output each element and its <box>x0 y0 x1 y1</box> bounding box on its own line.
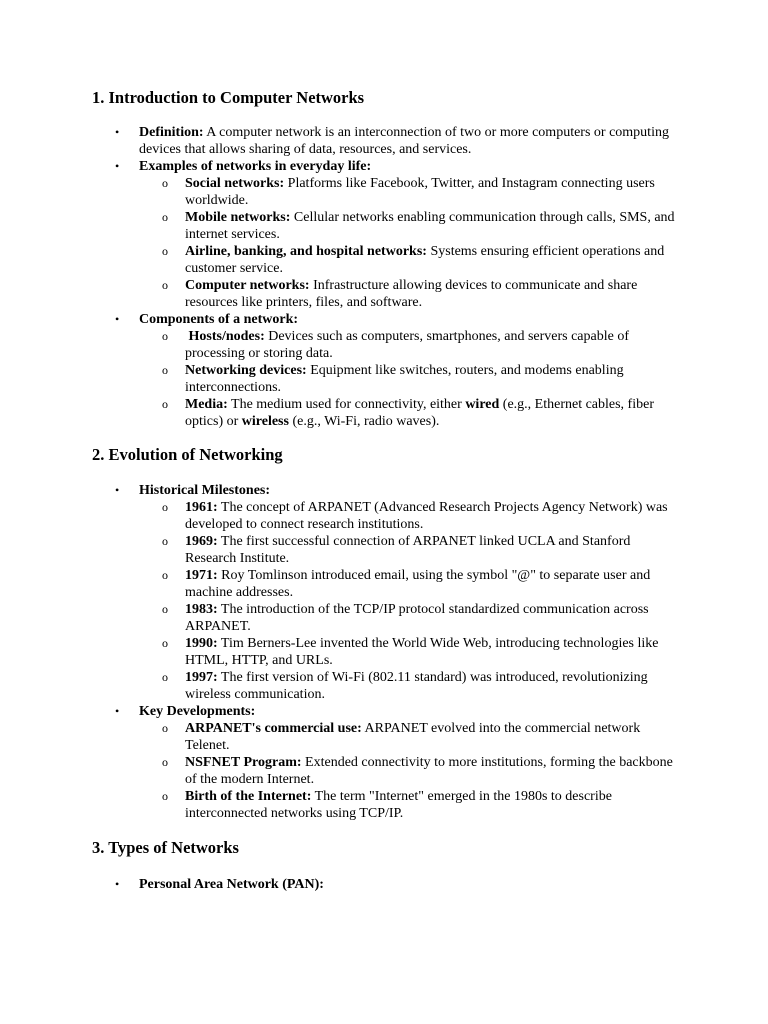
circle-bullet-icon: o <box>162 670 168 684</box>
circle-bullet-icon: o <box>162 397 168 411</box>
item-label: Media: <box>185 397 228 412</box>
bullet-icon: • <box>115 125 120 139</box>
item-text: Cellular networks enabling communication through calls, SMS, and internet services. <box>185 210 675 242</box>
sub-list <box>139 328 679 430</box>
circle-bullet-icon: o <box>162 534 168 548</box>
item-label: Key Developments: <box>139 704 256 719</box>
item-label: Hosts/nodes: <box>185 329 265 344</box>
item-label: Social networks: <box>185 176 285 191</box>
sub-list-item <box>162 601 679 635</box>
item-text: The first successful connection of ARPANET linked UCLA and Stanford Research Institute. <box>185 534 631 566</box>
sub-list-item <box>162 243 679 277</box>
list-item <box>115 124 679 158</box>
item-label: 1961: <box>185 500 218 515</box>
list-item <box>115 158 679 311</box>
section-heading-evolution: 2. Evolution of Networking <box>92 445 283 464</box>
item-label: NSFNET Program: <box>185 755 302 770</box>
item-label: 1997: <box>185 670 218 685</box>
item-text: Infrastructure allowing devices to communicate and share resources like printers, files, and software. <box>185 278 638 310</box>
bullet-icon: • <box>115 312 120 326</box>
item-text: Tim Berners-Lee invented the World Wide Web, introducing technologies like HTML, HTTP, and URLs. <box>185 636 659 668</box>
item-label: 1971: <box>185 568 218 583</box>
list-item <box>115 876 679 893</box>
circle-bullet-icon: o <box>162 789 168 803</box>
item-label: 1990: <box>185 636 218 651</box>
item-text: ARPANET evolved into the commercial network Telenet. <box>185 721 641 753</box>
circle-bullet-icon: o <box>162 278 168 292</box>
sub-list-item <box>162 175 679 209</box>
emphasis-wireless: wireless <box>241 414 289 429</box>
section-list-evolution <box>115 482 679 822</box>
bullet-icon: • <box>115 483 120 497</box>
section-heading-types: 3. Types of Networks <box>92 838 239 857</box>
circle-bullet-icon: o <box>162 500 168 514</box>
list-item <box>115 311 679 430</box>
section-list-types <box>115 876 679 893</box>
item-label: Networking devices: <box>185 363 307 378</box>
item-text: A computer network is an interconnection of two or more computers or computing devices that allows sharing of data, resources, and services. <box>139 125 669 157</box>
item-text: Platforms like Facebook, Twitter, and Instagram connecting users worldwide. <box>185 176 655 208</box>
item-label: Birth of the Internet: <box>185 789 312 804</box>
sub-list-item <box>162 720 679 754</box>
item-label: ARPANET's commercial use: <box>185 721 362 736</box>
sub-list-item <box>162 328 679 362</box>
item-label: Components of a network: <box>139 312 299 327</box>
sub-list <box>139 499 679 703</box>
sub-list <box>139 175 679 311</box>
item-text: (e.g., Wi-Fi, radio waves). <box>288 414 440 429</box>
sub-list-item <box>162 396 679 430</box>
sub-list-item <box>162 754 679 788</box>
item-text: The term "Internet" emerged in the 1980s to describe interconnected networks using TCP/IP. <box>185 789 612 821</box>
sub-list-item <box>162 499 679 533</box>
item-text: Systems ensuring efficient operations and customer service. <box>185 244 665 276</box>
sub-list-item <box>162 362 679 396</box>
item-label: 1969: <box>185 534 218 549</box>
bullet-icon: • <box>115 877 120 891</box>
circle-bullet-icon: o <box>162 176 168 190</box>
item-label: Historical Milestones: <box>139 483 271 498</box>
item-text: Extended connectivity to more institutions, forming the backbone of the modern Internet. <box>185 755 673 787</box>
circle-bullet-icon: o <box>162 210 168 224</box>
sub-list <box>139 720 679 822</box>
item-text: Equipment like switches, routers, and modems enabling interconnections. <box>185 363 624 395</box>
item-label: Definition: <box>139 125 204 140</box>
item-text: The concept of ARPANET (Advanced Research Projects Agency Network) was developed to connect research institutions. <box>185 500 668 532</box>
sub-list-item <box>162 567 679 601</box>
item-label: Personal Area Network (PAN): <box>139 877 324 892</box>
emphasis-wired: wired <box>465 397 500 412</box>
circle-bullet-icon: o <box>162 244 168 258</box>
item-text: Devices such as computers, smartphones, and servers capable of processing or storing data. <box>185 329 630 361</box>
circle-bullet-icon: o <box>162 755 168 769</box>
circle-bullet-icon: o <box>162 329 168 343</box>
sub-list-item <box>162 209 679 243</box>
item-label: 1983: <box>185 602 218 617</box>
bullet-icon: • <box>115 159 120 173</box>
item-text: The introduction of the TCP/IP protocol standardized communication across ARPANET. <box>185 602 649 634</box>
list-item <box>115 482 679 703</box>
circle-bullet-icon: o <box>162 568 168 582</box>
item-label: Airline, banking, and hospital networks: <box>185 244 427 259</box>
circle-bullet-icon: o <box>162 363 168 377</box>
item-label: Examples of networks in everyday life: <box>139 159 372 174</box>
sub-list-item <box>162 669 679 703</box>
item-label: Computer networks: <box>185 278 310 293</box>
list-item <box>115 703 679 822</box>
circle-bullet-icon: o <box>162 636 168 650</box>
sub-list-item <box>162 788 679 822</box>
item-text: (e.g., Ethernet cables, fiber optics) or <box>185 397 654 429</box>
section-heading-introduction: 1. Introduction to Computer Networks <box>92 88 365 107</box>
item-label: Mobile networks: <box>185 210 291 225</box>
sub-list-item <box>162 533 679 567</box>
section-list-introduction <box>115 124 679 430</box>
item-text: The first version of Wi-Fi (802.11 standard) was introduced, revolutionizing wireless communication. <box>185 670 648 702</box>
sub-list-item <box>162 277 679 311</box>
circle-bullet-icon: o <box>162 721 168 735</box>
bullet-icon: • <box>115 704 120 718</box>
item-text: The medium used for connectivity, either <box>227 397 466 412</box>
sub-list-item <box>162 635 679 669</box>
item-text: Roy Tomlinson introduced email, using the symbol "@" to separate user and machine addresses. <box>185 568 651 600</box>
circle-bullet-icon: o <box>162 602 168 616</box>
